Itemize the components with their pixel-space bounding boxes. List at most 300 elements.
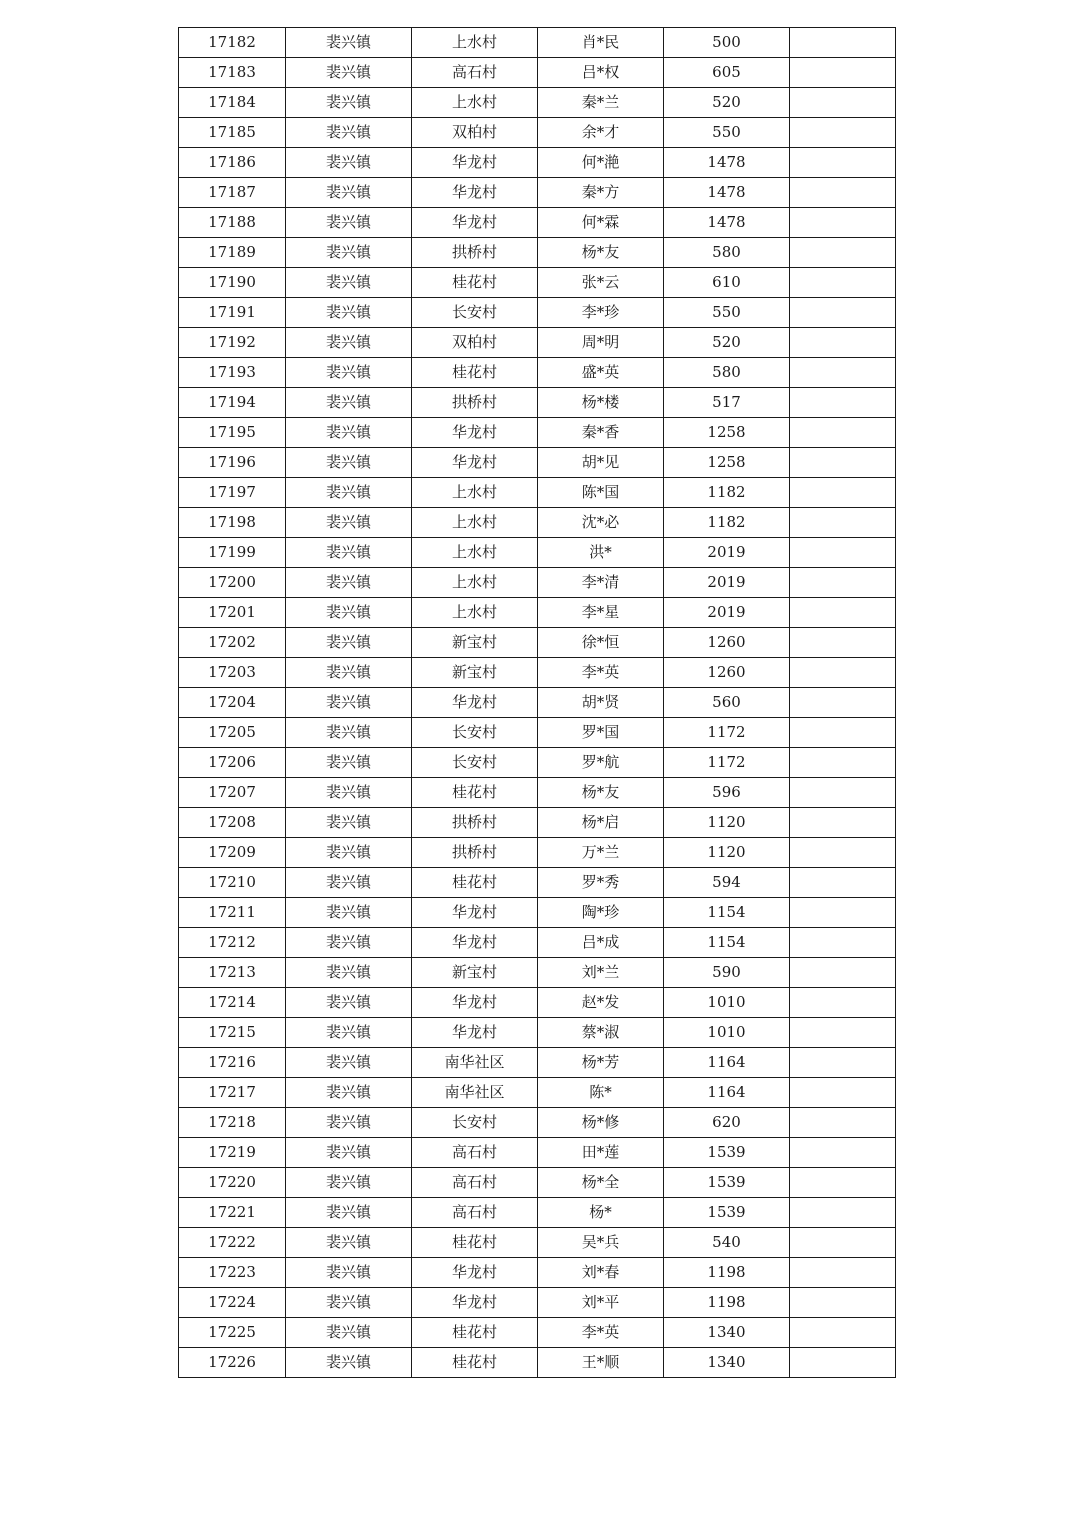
serial-number-cell: 17218 — [179, 1108, 286, 1138]
name-cell: 陈*国 — [538, 478, 664, 508]
note-cell — [790, 838, 896, 868]
note-cell — [790, 988, 896, 1018]
table-row — [179, 868, 896, 898]
table-row — [179, 1138, 896, 1168]
town-cell: 裴兴镇 — [286, 208, 412, 238]
amount-cell: 520 — [664, 88, 790, 118]
serial-number-cell: 17186 — [179, 148, 286, 178]
note-cell — [790, 1258, 896, 1288]
table-row — [179, 568, 896, 598]
town-cell: 裴兴镇 — [286, 1318, 412, 1348]
table-row — [179, 58, 896, 88]
amount-cell: 560 — [664, 688, 790, 718]
amount-cell: 1198 — [664, 1258, 790, 1288]
amount-cell: 596 — [664, 778, 790, 808]
note-cell — [790, 298, 896, 328]
town-cell: 裴兴镇 — [286, 1078, 412, 1108]
note-cell — [790, 898, 896, 928]
note-cell — [790, 118, 896, 148]
town-cell: 裴兴镇 — [286, 688, 412, 718]
note-cell — [790, 718, 896, 748]
town-cell: 裴兴镇 — [286, 1288, 412, 1318]
amount-cell: 1154 — [664, 928, 790, 958]
village-cell: 高石村 — [412, 1138, 538, 1168]
amount-cell: 1172 — [664, 748, 790, 778]
name-cell: 陶*珍 — [538, 898, 664, 928]
amount-cell: 1164 — [664, 1078, 790, 1108]
serial-number-cell: 17221 — [179, 1198, 286, 1228]
name-cell: 杨*友 — [538, 238, 664, 268]
village-cell: 新宝村 — [412, 958, 538, 988]
table-row — [179, 358, 896, 388]
amount-cell: 580 — [664, 238, 790, 268]
town-cell: 裴兴镇 — [286, 838, 412, 868]
village-cell: 桂花村 — [412, 1228, 538, 1258]
town-cell: 裴兴镇 — [286, 238, 412, 268]
table-row — [179, 898, 896, 928]
note-cell — [790, 58, 896, 88]
note-cell — [790, 658, 896, 688]
village-cell: 双柏村 — [412, 328, 538, 358]
town-cell: 裴兴镇 — [286, 958, 412, 988]
village-cell: 上水村 — [412, 598, 538, 628]
village-cell: 拱桥村 — [412, 838, 538, 868]
amount-cell: 1478 — [664, 178, 790, 208]
table-row — [179, 1198, 896, 1228]
village-cell: 华龙村 — [412, 1018, 538, 1048]
town-cell: 裴兴镇 — [286, 1258, 412, 1288]
name-cell: 杨*修 — [538, 1108, 664, 1138]
town-cell: 裴兴镇 — [286, 28, 412, 58]
amount-cell: 520 — [664, 328, 790, 358]
note-cell — [790, 508, 896, 538]
serial-number-cell: 17185 — [179, 118, 286, 148]
name-cell: 李*珍 — [538, 298, 664, 328]
town-cell: 裴兴镇 — [286, 898, 412, 928]
table-row — [179, 598, 896, 628]
town-cell: 裴兴镇 — [286, 748, 412, 778]
village-cell: 桂花村 — [412, 868, 538, 898]
amount-cell: 1539 — [664, 1198, 790, 1228]
table-row — [179, 1228, 896, 1258]
amount-cell: 1172 — [664, 718, 790, 748]
name-cell: 盛*英 — [538, 358, 664, 388]
table-row — [179, 298, 896, 328]
amount-cell: 550 — [664, 118, 790, 148]
note-cell — [790, 328, 896, 358]
name-cell: 刘*春 — [538, 1258, 664, 1288]
serial-number-cell: 17207 — [179, 778, 286, 808]
town-cell: 裴兴镇 — [286, 418, 412, 448]
table-row — [179, 508, 896, 538]
name-cell: 吕*成 — [538, 928, 664, 958]
table-row — [179, 28, 896, 58]
town-cell: 裴兴镇 — [286, 988, 412, 1018]
village-cell: 上水村 — [412, 538, 538, 568]
name-cell: 王*顺 — [538, 1348, 664, 1378]
amount-cell: 2019 — [664, 568, 790, 598]
serial-number-cell: 17202 — [179, 628, 286, 658]
serial-number-cell: 17197 — [179, 478, 286, 508]
serial-number-cell: 17195 — [179, 418, 286, 448]
amount-cell: 594 — [664, 868, 790, 898]
serial-number-cell: 17211 — [179, 898, 286, 928]
name-cell: 罗*航 — [538, 748, 664, 778]
village-cell: 长安村 — [412, 718, 538, 748]
serial-number-cell: 17200 — [179, 568, 286, 598]
serial-number-cell: 17215 — [179, 1018, 286, 1048]
town-cell: 裴兴镇 — [286, 598, 412, 628]
serial-number-cell: 17188 — [179, 208, 286, 238]
serial-number-cell: 17214 — [179, 988, 286, 1018]
note-cell — [790, 1288, 896, 1318]
town-cell: 裴兴镇 — [286, 1198, 412, 1228]
name-cell: 李*英 — [538, 658, 664, 688]
table-row — [179, 148, 896, 178]
amount-cell: 1340 — [664, 1318, 790, 1348]
town-cell: 裴兴镇 — [286, 1228, 412, 1258]
amount-cell: 1154 — [664, 898, 790, 928]
village-cell: 华龙村 — [412, 898, 538, 928]
town-cell: 裴兴镇 — [286, 658, 412, 688]
table-row — [179, 958, 896, 988]
serial-number-cell: 17189 — [179, 238, 286, 268]
table-body — [179, 28, 896, 1378]
name-cell: 蔡*淑 — [538, 1018, 664, 1048]
data-table — [178, 27, 896, 1378]
note-cell — [790, 148, 896, 178]
serial-number-cell: 17199 — [179, 538, 286, 568]
table-row — [179, 808, 896, 838]
village-cell: 华龙村 — [412, 988, 538, 1018]
table-row — [179, 1288, 896, 1318]
name-cell: 徐*恒 — [538, 628, 664, 658]
note-cell — [790, 1138, 896, 1168]
village-cell: 长安村 — [412, 1108, 538, 1138]
village-cell: 拱桥村 — [412, 808, 538, 838]
serial-number-cell: 17219 — [179, 1138, 286, 1168]
amount-cell: 517 — [664, 388, 790, 418]
town-cell: 裴兴镇 — [286, 478, 412, 508]
note-cell — [790, 628, 896, 658]
table-row — [179, 778, 896, 808]
serial-number-cell: 17194 — [179, 388, 286, 418]
village-cell: 上水村 — [412, 478, 538, 508]
town-cell: 裴兴镇 — [286, 388, 412, 418]
table-row — [179, 1018, 896, 1048]
name-cell: 肖*民 — [538, 28, 664, 58]
town-cell: 裴兴镇 — [286, 868, 412, 898]
note-cell — [790, 88, 896, 118]
town-cell: 裴兴镇 — [286, 1108, 412, 1138]
village-cell: 华龙村 — [412, 208, 538, 238]
serial-number-cell: 17184 — [179, 88, 286, 118]
serial-number-cell: 17220 — [179, 1168, 286, 1198]
note-cell — [790, 598, 896, 628]
amount-cell: 1478 — [664, 208, 790, 238]
note-cell — [790, 418, 896, 448]
note-cell — [790, 1168, 896, 1198]
serial-number-cell: 17198 — [179, 508, 286, 538]
serial-number-cell: 17223 — [179, 1258, 286, 1288]
name-cell: 万*兰 — [538, 838, 664, 868]
amount-cell: 580 — [664, 358, 790, 388]
amount-cell: 610 — [664, 268, 790, 298]
name-cell: 杨*全 — [538, 1168, 664, 1198]
town-cell: 裴兴镇 — [286, 1138, 412, 1168]
table-row — [179, 88, 896, 118]
serial-number-cell: 17217 — [179, 1078, 286, 1108]
name-cell: 李*英 — [538, 1318, 664, 1348]
village-cell: 高石村 — [412, 1168, 538, 1198]
village-cell: 南华社区 — [412, 1048, 538, 1078]
town-cell: 裴兴镇 — [286, 808, 412, 838]
table-row — [179, 238, 896, 268]
amount-cell: 500 — [664, 28, 790, 58]
amount-cell: 1182 — [664, 508, 790, 538]
name-cell: 杨* — [538, 1198, 664, 1228]
amount-cell: 1258 — [664, 418, 790, 448]
name-cell: 杨*芳 — [538, 1048, 664, 1078]
amount-cell: 620 — [664, 1108, 790, 1138]
serial-number-cell: 17201 — [179, 598, 286, 628]
town-cell: 裴兴镇 — [286, 568, 412, 598]
note-cell — [790, 1108, 896, 1138]
serial-number-cell: 17191 — [179, 298, 286, 328]
table-row — [179, 1258, 896, 1288]
note-cell — [790, 748, 896, 778]
amount-cell: 550 — [664, 298, 790, 328]
note-cell — [790, 388, 896, 418]
table-row — [179, 1048, 896, 1078]
table-row — [179, 1318, 896, 1348]
town-cell: 裴兴镇 — [286, 718, 412, 748]
table-row — [179, 718, 896, 748]
name-cell: 沈*必 — [538, 508, 664, 538]
serial-number-cell: 17226 — [179, 1348, 286, 1378]
table-row — [179, 1348, 896, 1378]
serial-number-cell: 17204 — [179, 688, 286, 718]
amount-cell: 1539 — [664, 1138, 790, 1168]
name-cell: 秦*方 — [538, 178, 664, 208]
village-cell: 上水村 — [412, 508, 538, 538]
serial-number-cell: 17203 — [179, 658, 286, 688]
village-cell: 桂花村 — [412, 1318, 538, 1348]
town-cell: 裴兴镇 — [286, 1048, 412, 1078]
note-cell — [790, 1348, 896, 1378]
table-row — [179, 1108, 896, 1138]
village-cell: 高石村 — [412, 58, 538, 88]
table-row — [179, 628, 896, 658]
note-cell — [790, 928, 896, 958]
amount-cell: 1120 — [664, 808, 790, 838]
town-cell: 裴兴镇 — [286, 328, 412, 358]
amount-cell: 1478 — [664, 148, 790, 178]
amount-cell: 1198 — [664, 1288, 790, 1318]
serial-number-cell: 17225 — [179, 1318, 286, 1348]
village-cell: 桂花村 — [412, 1348, 538, 1378]
table-row — [179, 748, 896, 778]
table-row — [179, 478, 896, 508]
note-cell — [790, 1228, 896, 1258]
town-cell: 裴兴镇 — [286, 1018, 412, 1048]
note-cell — [790, 958, 896, 988]
note-cell — [790, 568, 896, 598]
serial-number-cell: 17205 — [179, 718, 286, 748]
village-cell: 桂花村 — [412, 358, 538, 388]
table-row — [179, 688, 896, 718]
town-cell: 裴兴镇 — [286, 778, 412, 808]
table-row — [179, 388, 896, 418]
town-cell: 裴兴镇 — [286, 58, 412, 88]
name-cell: 秦*兰 — [538, 88, 664, 118]
village-cell: 南华社区 — [412, 1078, 538, 1108]
town-cell: 裴兴镇 — [286, 628, 412, 658]
name-cell: 洪* — [538, 538, 664, 568]
name-cell: 吴*兵 — [538, 1228, 664, 1258]
table-row — [179, 178, 896, 208]
serial-number-cell: 17222 — [179, 1228, 286, 1258]
village-cell: 拱桥村 — [412, 388, 538, 418]
village-cell: 新宝村 — [412, 658, 538, 688]
village-cell: 桂花村 — [412, 778, 538, 808]
note-cell — [790, 1018, 896, 1048]
note-cell — [790, 238, 896, 268]
village-cell: 华龙村 — [412, 178, 538, 208]
village-cell: 华龙村 — [412, 148, 538, 178]
town-cell: 裴兴镇 — [286, 358, 412, 388]
town-cell: 裴兴镇 — [286, 178, 412, 208]
note-cell — [790, 28, 896, 58]
table-row — [179, 448, 896, 478]
amount-cell: 1260 — [664, 628, 790, 658]
town-cell: 裴兴镇 — [286, 268, 412, 298]
amount-cell: 1010 — [664, 1018, 790, 1048]
village-cell: 华龙村 — [412, 448, 538, 478]
note-cell — [790, 1318, 896, 1348]
note-cell — [790, 358, 896, 388]
name-cell: 杨*楼 — [538, 388, 664, 418]
note-cell — [790, 178, 896, 208]
village-cell: 长安村 — [412, 748, 538, 778]
note-cell — [790, 1048, 896, 1078]
note-cell — [790, 478, 896, 508]
name-cell: 刘*平 — [538, 1288, 664, 1318]
serial-number-cell: 17208 — [179, 808, 286, 838]
town-cell: 裴兴镇 — [286, 448, 412, 478]
note-cell — [790, 538, 896, 568]
amount-cell: 1010 — [664, 988, 790, 1018]
amount-cell: 1182 — [664, 478, 790, 508]
amount-cell: 1260 — [664, 658, 790, 688]
serial-number-cell: 17209 — [179, 838, 286, 868]
serial-number-cell: 17196 — [179, 448, 286, 478]
amount-cell: 1539 — [664, 1168, 790, 1198]
note-cell — [790, 208, 896, 238]
name-cell: 胡*贤 — [538, 688, 664, 718]
amount-cell: 2019 — [664, 538, 790, 568]
serial-number-cell: 17187 — [179, 178, 286, 208]
town-cell: 裴兴镇 — [286, 148, 412, 178]
amount-cell: 1340 — [664, 1348, 790, 1378]
name-cell: 余*才 — [538, 118, 664, 148]
table-row — [179, 208, 896, 238]
village-cell: 华龙村 — [412, 688, 538, 718]
name-cell: 刘*兰 — [538, 958, 664, 988]
name-cell: 田*莲 — [538, 1138, 664, 1168]
name-cell: 李*清 — [538, 568, 664, 598]
name-cell: 秦*香 — [538, 418, 664, 448]
serial-number-cell: 17192 — [179, 328, 286, 358]
note-cell — [790, 808, 896, 838]
amount-cell: 1164 — [664, 1048, 790, 1078]
name-cell: 胡*见 — [538, 448, 664, 478]
note-cell — [790, 868, 896, 898]
note-cell — [790, 1198, 896, 1228]
name-cell: 李*星 — [538, 598, 664, 628]
town-cell: 裴兴镇 — [286, 1348, 412, 1378]
table-row — [179, 328, 896, 358]
name-cell: 罗*秀 — [538, 868, 664, 898]
village-cell: 上水村 — [412, 28, 538, 58]
name-cell: 何*滟 — [538, 148, 664, 178]
serial-number-cell: 17216 — [179, 1048, 286, 1078]
serial-number-cell: 17212 — [179, 928, 286, 958]
serial-number-cell: 17190 — [179, 268, 286, 298]
town-cell: 裴兴镇 — [286, 298, 412, 328]
name-cell: 杨*友 — [538, 778, 664, 808]
name-cell: 吕*权 — [538, 58, 664, 88]
amount-cell: 605 — [664, 58, 790, 88]
village-cell: 上水村 — [412, 568, 538, 598]
village-cell: 拱桥村 — [412, 238, 538, 268]
name-cell: 何*霖 — [538, 208, 664, 238]
table-row — [179, 838, 896, 868]
table-row — [179, 268, 896, 298]
serial-number-cell: 17183 — [179, 58, 286, 88]
note-cell — [790, 448, 896, 478]
table-row — [179, 1168, 896, 1198]
table-row — [179, 118, 896, 148]
note-cell — [790, 778, 896, 808]
village-cell: 华龙村 — [412, 928, 538, 958]
town-cell: 裴兴镇 — [286, 508, 412, 538]
amount-cell: 590 — [664, 958, 790, 988]
amount-cell: 1120 — [664, 838, 790, 868]
serial-number-cell: 17182 — [179, 28, 286, 58]
table-row — [179, 1078, 896, 1108]
village-cell: 上水村 — [412, 88, 538, 118]
serial-number-cell: 17210 — [179, 868, 286, 898]
table-row — [179, 658, 896, 688]
name-cell: 罗*国 — [538, 718, 664, 748]
serial-number-cell: 17206 — [179, 748, 286, 778]
village-cell: 华龙村 — [412, 1258, 538, 1288]
town-cell: 裴兴镇 — [286, 88, 412, 118]
town-cell: 裴兴镇 — [286, 118, 412, 148]
village-cell: 华龙村 — [412, 1288, 538, 1318]
note-cell — [790, 688, 896, 718]
amount-cell: 1258 — [664, 448, 790, 478]
village-cell: 桂花村 — [412, 268, 538, 298]
table-row — [179, 418, 896, 448]
name-cell: 张*云 — [538, 268, 664, 298]
town-cell: 裴兴镇 — [286, 538, 412, 568]
town-cell: 裴兴镇 — [286, 928, 412, 958]
note-cell — [790, 1078, 896, 1108]
note-cell — [790, 268, 896, 298]
table-row — [179, 988, 896, 1018]
